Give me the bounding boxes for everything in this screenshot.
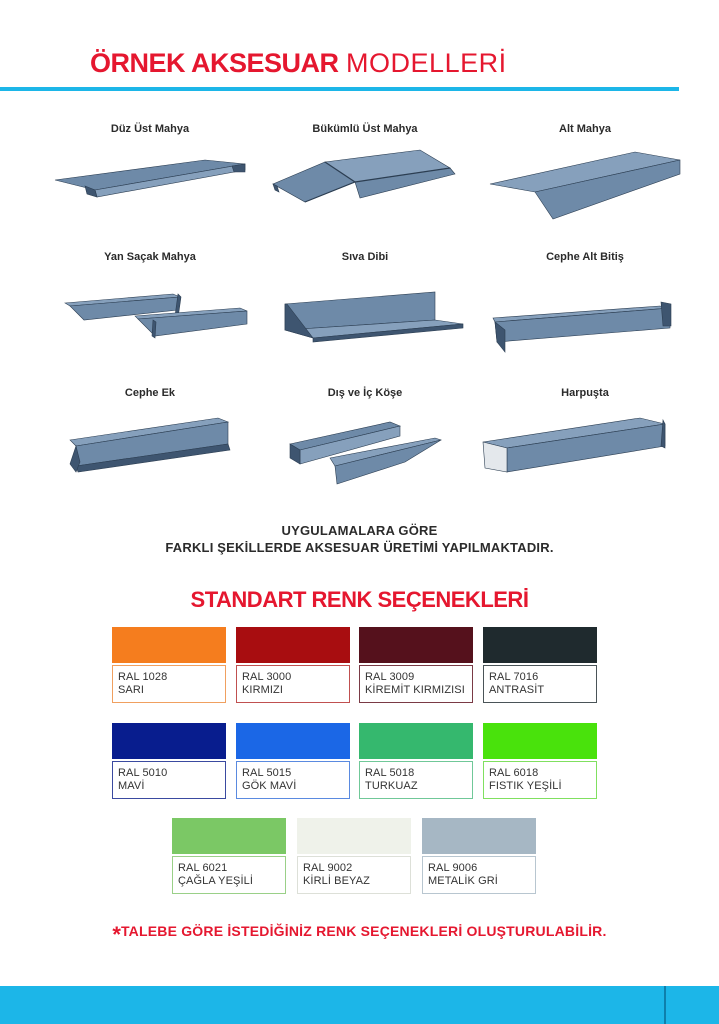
- color-chip: [422, 818, 536, 854]
- page-title-light: MODELLERİ: [346, 48, 507, 78]
- color-code: RAL 7016: [489, 671, 539, 683]
- color-code: RAL 9006: [428, 862, 478, 874]
- color-code: RAL 5015: [242, 767, 292, 779]
- color-label-box: [297, 856, 411, 894]
- product-name: Bükümlü Üst Mahya: [312, 123, 418, 135]
- color-swatch: [236, 627, 350, 703]
- color-label-box: [359, 665, 473, 703]
- product-name: Cephe Alt Bitiş: [546, 251, 624, 263]
- color-label-box: [236, 665, 350, 703]
- color-name: TURKUAZ: [365, 780, 418, 792]
- product-name: Yan Saçak Mahya: [104, 251, 196, 263]
- product-alt-mahya: [475, 122, 695, 242]
- product-dis-ve-ic-kose: [255, 386, 475, 506]
- color-chip: [236, 723, 350, 759]
- color-swatch: [422, 818, 536, 894]
- color-name: FISTIK YEŞİLİ: [489, 780, 562, 792]
- color-chip: [483, 627, 597, 663]
- footer-divider: [664, 986, 666, 1024]
- product-name: Cephe Ek: [124, 387, 176, 399]
- page-title: [90, 46, 507, 80]
- header-divider: [0, 87, 679, 91]
- color-swatch: [359, 723, 473, 799]
- product-harpusta: [475, 386, 695, 506]
- footer-bar: [0, 986, 719, 1024]
- color-swatch: [483, 723, 597, 799]
- color-code: RAL 3000: [242, 671, 292, 683]
- product-name: Sıva Dibi: [341, 251, 389, 263]
- product-illustration: [40, 142, 260, 242]
- color-name: ÇAĞLA YEŞİLİ: [178, 875, 253, 887]
- color-code: RAL 3009: [365, 671, 415, 683]
- asterisk: *: [112, 922, 121, 947]
- product-yan-sacak-mahya: [40, 250, 260, 370]
- color-name: KİREMİT KIRMIZISI: [365, 684, 465, 696]
- color-chip: [359, 723, 473, 759]
- color-chip: [112, 723, 226, 759]
- footnote-text: TALEBE GÖRE İSTEDİĞİNİZ RENK SEÇENEKLERİ OLUŞTURULABİLİR.: [120, 923, 607, 939]
- product-name: Düz Üst Mahya: [110, 123, 190, 135]
- color-name: METALİK GRİ: [428, 875, 498, 887]
- color-code: RAL 5018: [365, 767, 415, 779]
- product-duz-ust-mahya: [40, 122, 260, 242]
- color-swatch: [112, 723, 226, 799]
- color-name: KIRMIZI: [242, 684, 284, 696]
- color-name: SARI: [118, 684, 145, 696]
- product-illustration: [475, 270, 695, 370]
- color-code: RAL 5010: [118, 767, 168, 779]
- color-swatch: [297, 818, 411, 894]
- note-line-2: FARKLI ŞEKİLLERDE AKSESUAR ÜRETİMİ YAPILMAKTADIR.: [165, 540, 554, 555]
- color-name: MAVİ: [118, 780, 145, 792]
- color-swatch: [112, 627, 226, 703]
- product-illustration: [40, 270, 260, 370]
- product-siva-dibi: [255, 250, 475, 370]
- color-label-box: [483, 761, 597, 799]
- color-swatch: [483, 627, 597, 703]
- product-illustration: [475, 406, 695, 506]
- custom-color-footnote: [0, 922, 719, 948]
- color-chip: [483, 723, 597, 759]
- product-illustration: [40, 406, 260, 506]
- color-name: GÖK MAVİ: [242, 780, 297, 792]
- product-name: Harpuşta: [561, 387, 609, 399]
- color-chip: [172, 818, 286, 854]
- color-name: ANTRASİT: [489, 684, 545, 696]
- color-swatch: [236, 723, 350, 799]
- product-bukumlu-ust-mahya: [255, 122, 475, 242]
- color-label-box: [172, 856, 286, 894]
- color-code: RAL 1028: [118, 671, 168, 683]
- color-chip: [236, 627, 350, 663]
- color-chip: [297, 818, 411, 854]
- color-label-box: [359, 761, 473, 799]
- color-name: KİRLİ BEYAZ: [303, 875, 370, 887]
- note-line-1: UYGULAMALARA GÖRE: [281, 523, 438, 538]
- color-label-box: [236, 761, 350, 799]
- color-code: RAL 6018: [489, 767, 539, 779]
- color-label-box: [112, 665, 226, 703]
- product-illustration: [255, 406, 475, 506]
- color-chip: [112, 627, 226, 663]
- color-label-box: [483, 665, 597, 703]
- production-note: [0, 522, 719, 556]
- product-name: Dış ve İç Köşe: [327, 387, 403, 399]
- color-code: RAL 6021: [178, 862, 228, 874]
- product-illustration: [475, 142, 695, 242]
- color-swatch: [172, 818, 286, 894]
- color-swatch: [359, 627, 473, 703]
- product-name: Alt Mahya: [559, 123, 611, 135]
- color-label-box: [422, 856, 536, 894]
- product-illustration: [255, 270, 475, 370]
- product-cephe-ek: [40, 386, 260, 506]
- color-label-box: [112, 761, 226, 799]
- color-code: RAL 9002: [303, 862, 353, 874]
- colors-section-title: STANDART RENK SEÇENEKLERİ: [190, 587, 529, 612]
- page-title-bold: ÖRNEK AKSESUAR: [90, 48, 339, 78]
- product-illustration: [255, 142, 475, 242]
- product-cephe-alt-bitis: [475, 250, 695, 370]
- color-chip: [359, 627, 473, 663]
